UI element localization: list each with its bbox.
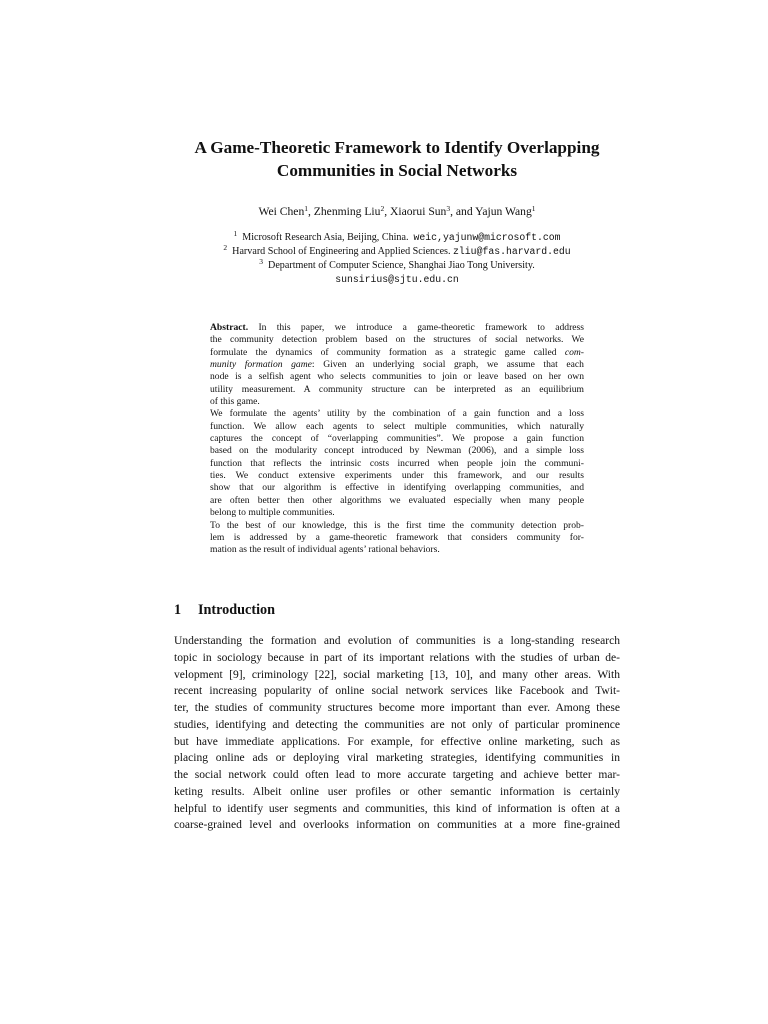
intro-body [174, 633, 620, 834]
abstract-line: show that our algorithm is effective in identifying overlapping communities, and [210, 482, 584, 494]
abstract-line [210, 359, 584, 371]
affiliation-line [160, 245, 634, 259]
abstract-paragraph [210, 408, 584, 519]
abstract-line: utility measurement. A community structure can be interpreted as an equilibrium [210, 383, 584, 395]
affil-mark: 2 [223, 243, 228, 252]
author-list [160, 204, 634, 220]
body-line: velopment [9], criminology [22], social marketing [13, 10], and many other areas. With [174, 668, 620, 681]
abstract-line: ties. We conduct extensive experiments under this framework, and our results [210, 470, 584, 482]
abstract-line: based on the modularity concept introduced by Newman (2006), and a simple loss [210, 445, 584, 457]
author-affil-mark: 1 [304, 204, 308, 213]
affil-mark: 3 [259, 257, 263, 266]
abstract-line: node is a selfish agent who selects communities to join or leave based on her own [210, 371, 584, 383]
author-name: Zhenming Liu [313, 205, 381, 218]
body-line: studies, identifying and detecting the communities are not only of particular prominence [174, 718, 620, 731]
title-line: A Game-Theoretic Framework to Identify Overlapping [194, 138, 600, 157]
body-line: topic in sociology because in part of its important relations with the studies of urban de- [174, 651, 620, 664]
author-separator: , and [450, 205, 476, 218]
author-separator: , [384, 205, 390, 218]
title-line: Communities in Social Networks [276, 161, 518, 180]
body-line: coarse-grained level and overlooks information on communities at a more fine-grained [174, 819, 620, 832]
author-affil-mark: 3 [446, 204, 451, 213]
affiliation-line [160, 259, 634, 273]
author-separator: , [308, 205, 314, 218]
abstract-text: formulate the dynamics of community formation as a strategic game called [210, 346, 557, 358]
body-line: Understanding the formation and evolution of communities is a long-standing research [174, 635, 620, 647]
abstract-line: We formulate the agents’ utility by the combination of a gain function and a loss [210, 408, 584, 420]
abstract-line: mation as the result of individual agents’ rational behaviors. [210, 544, 440, 556]
author-name: Wei Chen [258, 205, 305, 218]
abstract-line: the community detection problem based on the structures of social networks. We [210, 334, 584, 346]
abstract-line: of this game. [210, 396, 260, 408]
section-heading [174, 601, 594, 619]
abstract-line: function that reflects the intrinsic costs incurred when people join the communi- [210, 457, 584, 469]
abstract-line: captures the concept of “overlapping communities”. We propose a gain function [210, 433, 584, 445]
abstract-text: : [311, 359, 315, 371]
affil-email: sunsirius@sjtu.edu.cn [335, 274, 459, 285]
body-line: keting results. Albeit online user profiles or other semantic information is certainly [174, 785, 620, 798]
abstract-line: belong to multiple communities. [210, 507, 335, 519]
author-affil-mark: 2 [380, 204, 385, 213]
abstract-line: are often better then other algorithms we evaluated especially when many people [210, 494, 584, 506]
abstract-text: In this paper, we introduce a game-theoretic framework to address [258, 322, 585, 333]
affiliations [160, 231, 634, 287]
affiliation-line [160, 273, 634, 287]
body-line: but have immediate applications. For example, for effective online marketing, such as [174, 735, 620, 748]
paper-title [160, 136, 634, 182]
affil-email: weic,yajunw@microsoft.com [413, 232, 561, 243]
body-line: recent increasing popularity of online social network services like Facebook and Twit- [174, 685, 620, 698]
affil-mark: 1 [233, 229, 238, 238]
abstract-emphasis: com- [564, 346, 584, 358]
section-number: 1 [174, 602, 182, 618]
abstract-line: function. We allow each agents to select multiple communities, which naturally [210, 420, 584, 432]
affil-text: Harvard School of Engineering and Applied Sciences. [232, 246, 451, 257]
abstract-line [210, 322, 584, 334]
affil-text: Department of Computer Science, Shanghai Jiao Tong University. [268, 260, 535, 271]
abstract-paragraph [210, 322, 584, 408]
abstract-label: Abstract. [210, 322, 249, 333]
abstract-line: To the best of our knowledge, this is the first time the community detection prob- [210, 519, 584, 531]
abstract-text: Given an underlying social graph, we assume that each [323, 359, 584, 371]
affil-text: Microsoft Research Asia, Beijing, China. [242, 232, 409, 243]
body-line: the social network could often lead to more accurate targeting and achieve better mar- [174, 769, 620, 781]
abstract-paragraph [210, 520, 584, 557]
abstract [210, 322, 584, 557]
author-affil-mark: 1 [531, 204, 536, 213]
abstract-line: lem is addressed by a game-theoretic framework that considers community for- [210, 531, 584, 543]
abstract-emphasis: munity formation game [210, 359, 312, 371]
author-name: Xiaorui Sun [390, 205, 447, 218]
body-line: helpful to identify user segments and communities, this kind of information is often at a [174, 802, 620, 815]
body-line: placing online ads or deploying viral marketing strategies, identifying communities in [174, 752, 620, 765]
author-name: Yajun Wang [475, 205, 532, 218]
body-line: ter, the studies of community structures become more important than ever. Among these [174, 702, 620, 714]
section-title: Introduction [198, 602, 275, 618]
affil-email: zliu@fas.harvard.edu [453, 246, 571, 257]
abstract-line [210, 347, 584, 359]
affiliation-line [160, 231, 634, 245]
